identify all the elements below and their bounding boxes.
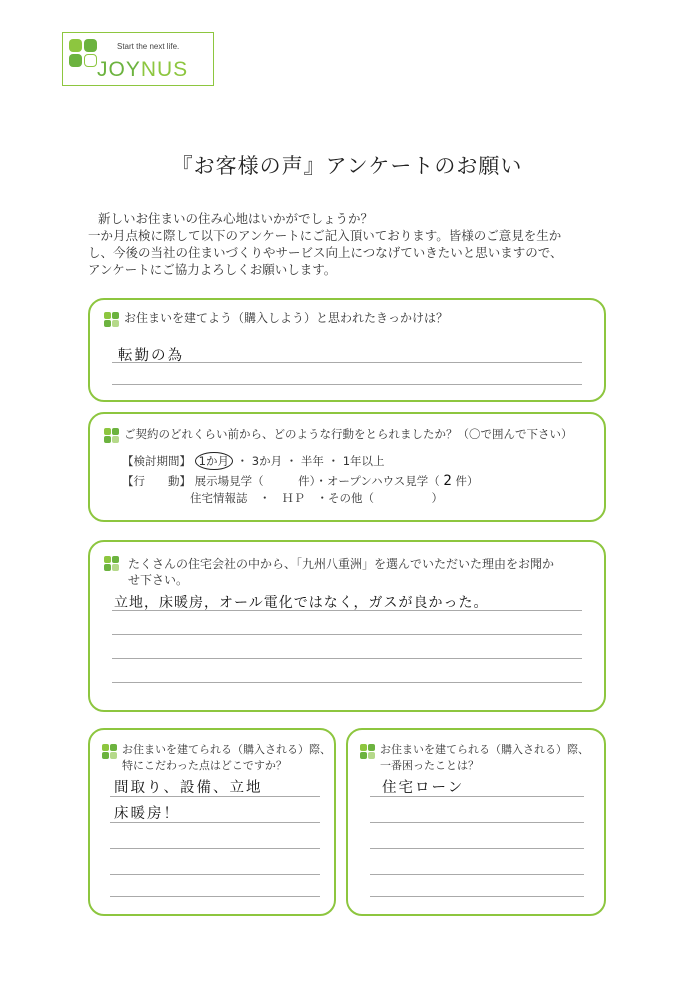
question-text xyxy=(128,556,604,588)
intro-line: し、今後の当社の住まいづくりやサービス向上につなげていきたいと思いますので、 xyxy=(88,245,563,260)
answer-line xyxy=(370,874,584,875)
action-option-text: 件） xyxy=(455,474,479,488)
answer-line xyxy=(112,610,582,611)
answer-line xyxy=(112,658,582,659)
intro-line: 一か月点検に際して以下のアンケートにご記入頂いております。皆様のご意見を生か xyxy=(88,228,562,243)
question-box-difficulties xyxy=(346,728,606,916)
handwritten-answer: 立地，床暖房，オール電化ではなく，ガスが良かった。 xyxy=(114,595,489,611)
question-line: お住まいを建てられる（購入される）際、 xyxy=(380,743,589,756)
question-bullet-icon xyxy=(104,312,120,328)
answer-line xyxy=(110,796,320,797)
question-line: お住まいを建てられる（購入される）際、 xyxy=(122,743,331,756)
question-line: せ下さい。 xyxy=(128,573,189,587)
action-label: 【行 動】 xyxy=(122,474,191,488)
page-title: 『お客様の声』アンケートのお願い xyxy=(171,154,523,178)
action-options xyxy=(122,473,478,489)
period-selected-option: 1か月 xyxy=(195,452,233,470)
logo-tagline: Start the next life. xyxy=(117,42,180,51)
logo-square-icon xyxy=(69,39,82,52)
company-logo xyxy=(62,32,214,86)
logo-square-icon xyxy=(84,39,97,52)
answer-line xyxy=(110,896,320,897)
question-line: 一番困ったことは？ xyxy=(380,759,479,772)
question-box-motivation xyxy=(88,298,606,402)
question-text xyxy=(122,742,332,774)
answer-line xyxy=(112,362,582,363)
question-box-reason xyxy=(88,540,606,712)
answer-line xyxy=(112,634,582,635)
action-options-line2: 住宅情報誌 ・ ＨＰ ・その他（ ） xyxy=(190,491,443,505)
answer-line xyxy=(370,796,584,797)
intro-text xyxy=(88,210,614,278)
question-box-actions xyxy=(88,412,606,522)
handwritten-answer: 床暖房！ xyxy=(114,806,180,822)
question-text: ご契約のどれくらい前から、どのような行動をとられましたか？（〇で囲んで下さい） xyxy=(124,427,573,441)
question-text: お住まいを建てよう（購入しよう）と思われたきっかけは？ xyxy=(124,311,449,325)
logo-wordmark: JOYNUS xyxy=(97,58,189,81)
question-bullet-icon xyxy=(104,428,120,444)
period-options xyxy=(122,452,385,470)
answer-line xyxy=(110,874,320,875)
question-box-priorities xyxy=(88,728,336,916)
handwritten-answer: 間取り、設備、立地 xyxy=(114,780,263,796)
answer-line xyxy=(112,682,582,683)
question-bullet-icon xyxy=(104,556,120,572)
answer-line xyxy=(370,896,584,897)
question-bullet-icon xyxy=(360,744,376,760)
intro-line: 新しいお住まいの住み心地はいかがでしょうか？ xyxy=(98,211,374,226)
answer-line xyxy=(110,822,320,823)
question-bullet-icon xyxy=(102,744,118,760)
handwritten-count: 2 xyxy=(443,473,452,489)
answer-line xyxy=(370,822,584,823)
question-text xyxy=(380,742,602,774)
answer-line xyxy=(110,848,320,849)
handwritten-answer: 転勤の為 xyxy=(118,348,184,364)
handwritten-answer: 住宅ローン xyxy=(382,780,465,796)
period-other-options: ・ 3か月 ・ 半年 ・ 1年以上 xyxy=(236,454,385,468)
answer-line xyxy=(370,848,584,849)
action-option-text: 展示場見学（ 件）・オープンハウス見学（ xyxy=(194,474,440,488)
logo-square-icon xyxy=(69,54,82,67)
question-line: たくさんの住宅会社の中から、「九州八重洲」を選んでいただいた理由をお聞か xyxy=(128,557,555,571)
intro-line: アンケートにご協力よろしくお願いします。 xyxy=(88,262,337,277)
question-line: 特にこだわった点はどこですか？ xyxy=(122,759,287,772)
answer-line xyxy=(112,384,582,385)
logo-square-icon xyxy=(84,54,97,67)
period-label: 【検討期間】 xyxy=(122,454,191,468)
